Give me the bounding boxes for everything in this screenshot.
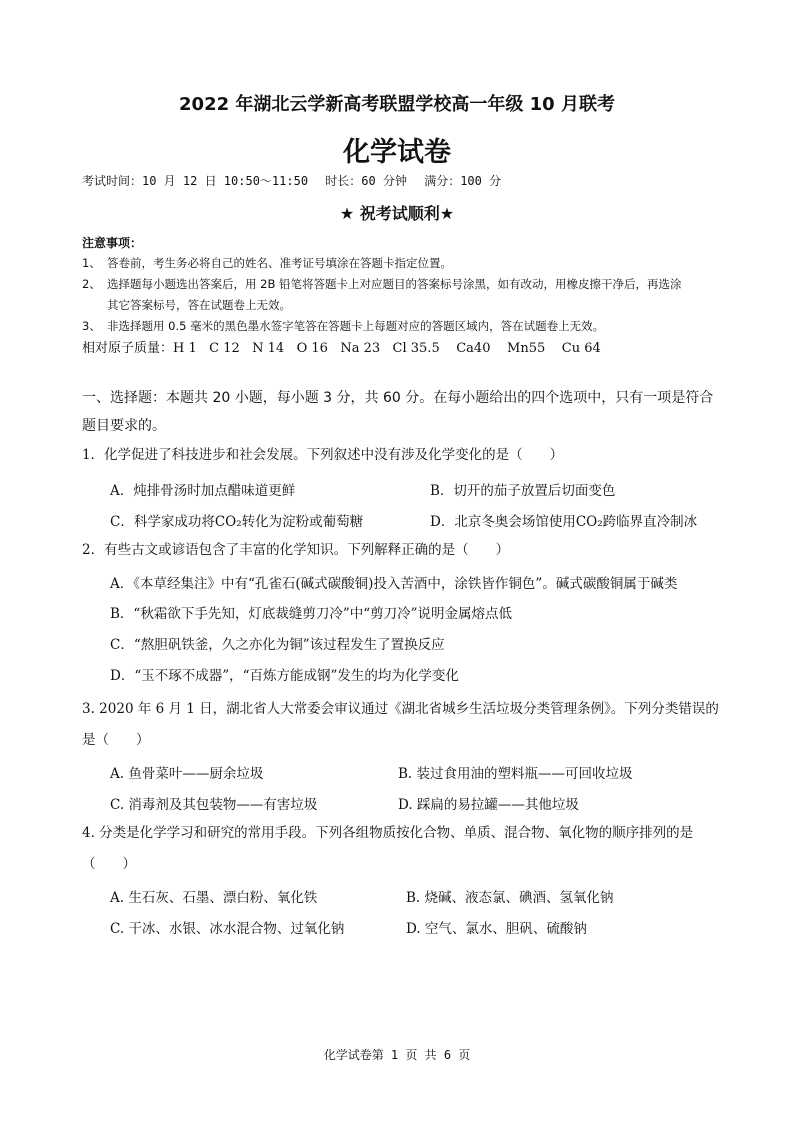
full-score: 满分：100 分 bbox=[424, 174, 502, 188]
question-1-option-b: B．切开的茄子放置后切面变色 bbox=[430, 483, 616, 499]
question-3-stem: 3. 2020 年 6 月 1 日，湖北省人大常委会审议通过《湖北省城乡生活垃圾分类管理条例》。下列分类错误的是（ ） bbox=[82, 701, 719, 748]
question-2-option-b: B．“秋霜欲下手先知，灯底裁缝剪刀冷”中“剪刀冷”说明金属熔点低 bbox=[110, 606, 513, 622]
page-footer: 化学试卷第 1 页 共 6 页 bbox=[323, 1048, 471, 1062]
exam-info bbox=[82, 172, 511, 189]
question-2-option-c: C．“熬胆矾铁釜，久之亦化为铜”该过程发生了置换反应 bbox=[110, 637, 445, 653]
notes-heading: 注意事项： bbox=[82, 236, 143, 250]
subject-title: 化学试卷 bbox=[343, 137, 451, 168]
question-2-stem: 2．有些古文或谚语包含了丰富的化学知识。下列解释正确的是（ ） bbox=[82, 542, 510, 558]
question-1-option-a: A．炖排骨汤时加点醋味道更鲜 bbox=[110, 483, 296, 499]
question-3-option-d: D. 踩扁的易拉罐——其他垃圾 bbox=[398, 797, 579, 813]
question-1-option-c: C．科学家成功将CO₂转化为淀粉或葡萄糖 bbox=[110, 514, 364, 530]
question-1-option-d: D．北京冬奥会场馆使用CO₂跨临界直冷制冰 bbox=[430, 514, 698, 530]
exam-title: 2022 年湖北云学新高考联盟学校高一年级 10 月联考 bbox=[179, 94, 615, 115]
question-4-stem: 4. 分类是化学学习和研究的常用手段。下列各组物质按化合物、单质、混合物、氧化物的顺序排列的是（ ） bbox=[82, 825, 694, 872]
note-text: 选择题每小题选出答案后，用 2B 铅笔将答题卡上对应题目的答案标号涂黑，如有改动，用橡皮擦干净后，再选涂 bbox=[107, 277, 682, 291]
note-item bbox=[82, 274, 722, 316]
question-4-option-c: C. 干冰、水银、冰水混合物、过氧化钠 bbox=[110, 921, 345, 937]
exam-duration: 时长：60 分钟 bbox=[325, 174, 407, 188]
note-continuation: 其它答案标号，答在试题卷上无效。 bbox=[107, 298, 291, 312]
section-heading: 一、选择题：本题共 20 小题，每小题 3 分，共 60 分。在每小题给出的四个选项中，只有一项是符合题目要求的。 bbox=[82, 390, 714, 434]
question-4-option-a: A. 生石灰、石墨、漂白粉、氧化铁 bbox=[110, 890, 318, 906]
question-2-option-d: D．“玉不琢不成器”，“百炼方能成钢”发生的均为化学变化 bbox=[110, 668, 459, 684]
note-number: 3、 bbox=[82, 319, 101, 333]
question-3-option-c: C. 消毒剂及其包装物——有害垃圾 bbox=[110, 797, 318, 813]
note-number: 2、 bbox=[82, 277, 101, 291]
question-1-stem: 1．化学促进了科技进步和社会发展。下列叙述中没有涉及化学变化的是（ ） bbox=[82, 447, 564, 463]
note-item bbox=[82, 316, 722, 337]
blessing: ★ 祝考试顺利★ bbox=[339, 204, 455, 223]
atomic-masses: 相对原子质量：H 1 C 12 N 14 O 16 Na 23 Cl 35.5 Ca40 Mn55 Cu 64 bbox=[82, 341, 601, 356]
question-2-option-a: A．《本草经集注》中有“孔雀石(碱式碳酸铜)投入苦酒中，涂铁皆作铜色”。碱式碳酸铜属于碱类 bbox=[110, 576, 678, 592]
question-4-option-d: D. 空气、氯水、胆矾、硫酸钠 bbox=[406, 921, 587, 937]
note-item bbox=[82, 253, 722, 274]
question-4-option-b: B. 烧碱、液态氯、碘酒、氢氧化钠 bbox=[406, 890, 614, 906]
note-text: 非选择题用 0.5 毫米的黑色墨水签字笔答在答题卡上每题对应的答题区域内，答在试题卷上无效。 bbox=[107, 319, 605, 333]
note-text: 答卷前，考生务必将自己的姓名、准考证号填涂在答题卡指定位置。 bbox=[107, 256, 452, 270]
question-3-option-a: A. 鱼骨菜叶——厨余垃圾 bbox=[110, 766, 264, 782]
exam-time: 考试时间：10 月 12 日 10:50～11:50 bbox=[82, 174, 309, 188]
note-number: 1、 bbox=[82, 256, 101, 270]
question-3-option-b: B. 装过食用油的塑料瓶——可回收垃圾 bbox=[398, 766, 633, 782]
